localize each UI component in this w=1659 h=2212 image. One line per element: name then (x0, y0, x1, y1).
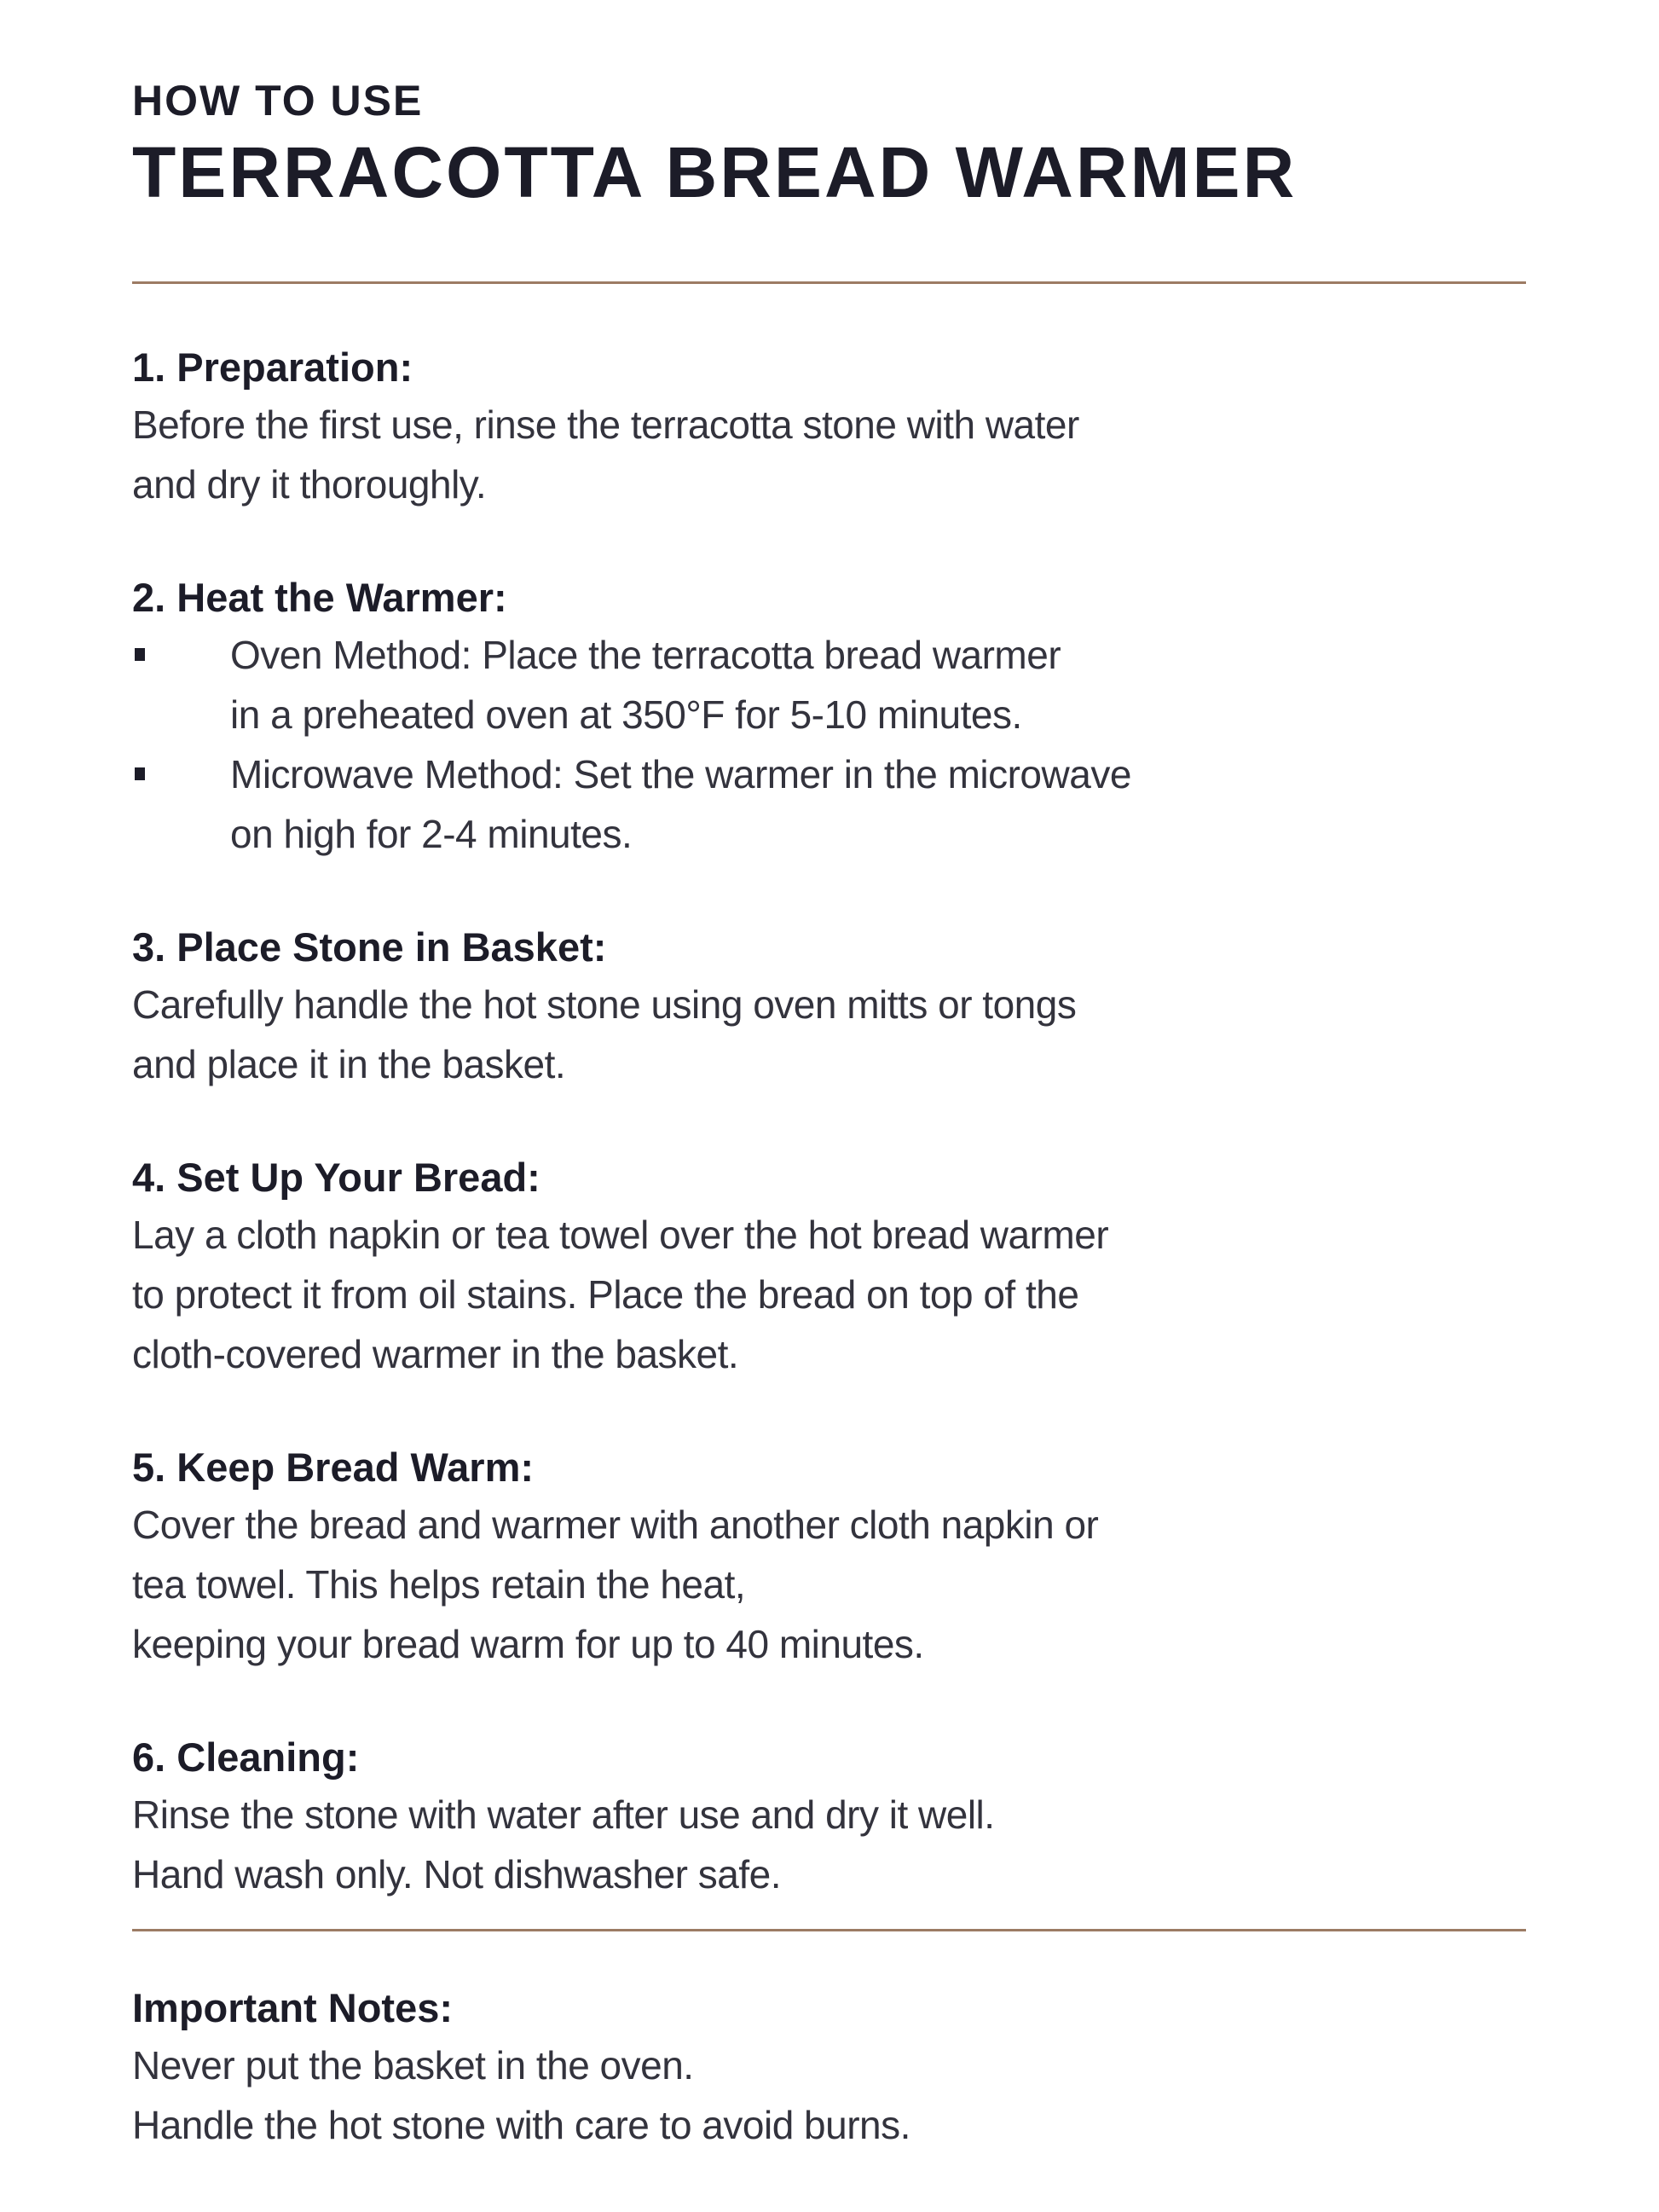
body-line: Before the first use, rinse the terracotta stone with water (132, 402, 1079, 447)
section-set-up-your-bread (132, 1150, 1526, 1384)
body-line: Lay a cloth napkin or tea towel over the hot bread warmer (132, 1213, 1109, 1257)
section-heading: 4. Set Up Your Bread: (132, 1155, 540, 1200)
bullet-square-icon (135, 648, 145, 661)
section-heading: Important Notes: (132, 1985, 453, 2030)
section-heat-the-warmer (132, 570, 1526, 864)
body-line: Cover the bread and warmer with another cloth napkin or (132, 1503, 1099, 1547)
bullet-square-icon (135, 767, 145, 780)
body-line: tea towel. This helps retain the heat, (132, 1562, 746, 1607)
body-line: to protect it from oil stains. Place the bread on top of the (132, 1272, 1079, 1317)
section-heading: 3. Place Stone in Basket: (132, 924, 607, 970)
section-heading: 1. Preparation: (132, 345, 413, 390)
body-line: and place it in the basket. (132, 1042, 566, 1086)
section-heading: 5. Keep Bread Warm: (132, 1445, 535, 1490)
body-line: Handle the hot stone with care to avoid burns. (132, 2103, 910, 2147)
divider-top (132, 281, 1526, 284)
body-line: on high for 2-4 minutes. (230, 812, 633, 856)
section-cleaning (132, 1730, 1526, 1904)
divider-bottom (132, 1929, 1526, 1931)
section-preparation (132, 340, 1526, 514)
section-heading: 6. Cleaning: (132, 1734, 360, 1780)
page-title: TERRACOTTA BREAD WARMER (132, 132, 1298, 212)
bullet-item-microwave-method (132, 744, 1526, 864)
section-keep-bread-warm (132, 1440, 1526, 1674)
body-line: keeping your bread warm for up to 40 minutes. (132, 1622, 924, 1666)
body-line: and dry it thoroughly. (132, 462, 487, 507)
body-line: Carefully handle the hot stone using oven mitts or tongs (132, 982, 1077, 1027)
section-heading: 2. Heat the Warmer: (132, 575, 507, 620)
body-line: cloth-covered warmer in the basket. (132, 1332, 739, 1376)
body-line: Hand wash only. Not dishwasher safe. (132, 1852, 781, 1896)
section-important-notes (132, 1981, 1526, 2155)
body-line: Never put the basket in the oven. (132, 2043, 694, 2088)
body-line: in a preheated oven at 350°F for 5-10 minutes. (230, 692, 1022, 737)
bullet-item-oven-method (132, 625, 1526, 744)
section-place-stone-in-basket (132, 920, 1526, 1094)
eyebrow-heading: HOW TO USE (132, 77, 424, 124)
body-line: Microwave Method: Set the warmer in the microwave (230, 752, 1131, 796)
body-line: Oven Method: Place the terracotta bread warmer (230, 633, 1061, 677)
body-line: Rinse the stone with water after use and dry it well. (132, 1792, 995, 1837)
